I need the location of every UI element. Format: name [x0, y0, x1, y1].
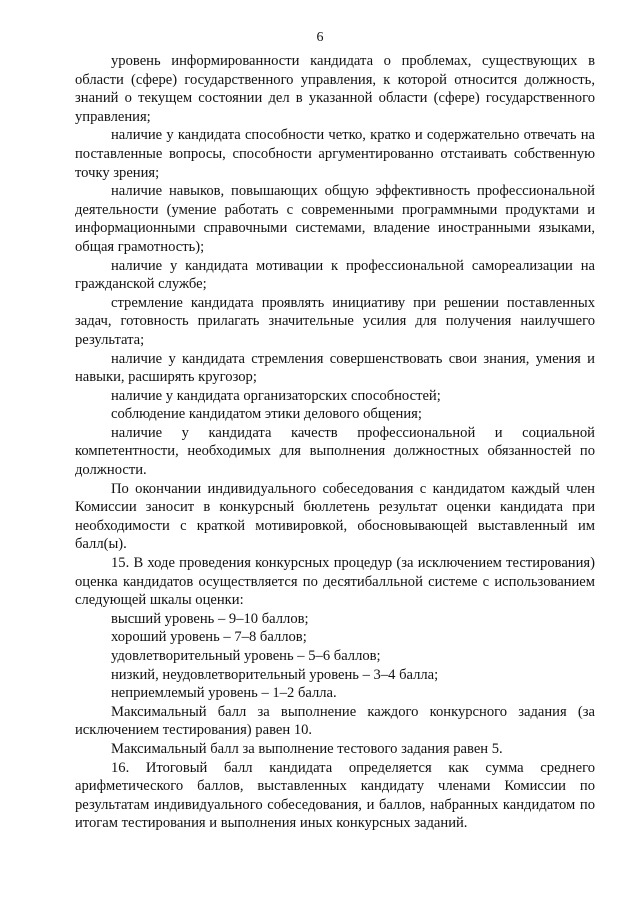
document-body: [75, 52, 595, 833]
paragraph-clause-16: 16. Итоговый балл кандидата определяется как сумма среднего арифметического баллов, выставленных кандидату членами Комиссии по результатам индивидуального собеседования, и баллов, набранных кандидатом по итогам тестирования и выполнения иных конкурсных заданий.: [75, 759, 595, 832]
paragraph-awareness: уровень информированности кандидата о проблемах, существующих в области (сфере) государственного управления, к которой относится должность, знаний о текущем состоянии дел в указанной области (сфере) государственного управления;: [75, 53, 595, 125]
paragraph-clause-15: 15. В ходе проведения конкурсных процедур (за исключением тестирования) оценка кандидатов осуществляется по десятибалльной системе с использованием следующей шкалы оценки:: [75, 555, 595, 609]
scale-item-good: хороший уровень – 7–8 баллов;: [111, 629, 307, 646]
paragraph-interview-result: По окончании индивидуального собеседования с кандидатом каждый член Комиссии заносит в конкурсный бюллетень результат оценки кандидата при необходимости с краткой мотивировкой, обосновывающей выставленный им балл(ы).: [75, 480, 595, 553]
paragraph-organizational: наличие у кандидата организаторских способностей;: [111, 387, 441, 404]
paragraph-skills: наличие навыков, повышающих общую эффективность профессиональной деятельности (умение работать с современными программными продуктами и информационными справочными системами, владение иностранными языками, общая грамотность);: [75, 183, 595, 255]
scale-item-highest: высший уровень – 9–10 баллов;: [111, 610, 309, 627]
page-number: 6: [316, 30, 324, 45]
paragraph-motivation: наличие у кандидата мотивации к профессиональной самореализации на гражданской службе;: [75, 257, 595, 293]
paragraph-max-score-test: Максимальный балл за выполнение тестового задания равен 5.: [111, 740, 503, 757]
paragraph-ethics: соблюдение кандидатом этики делового общения;: [111, 406, 422, 423]
scale-item-low: низкий, неудовлетворительный уровень – 3–4 балла;: [111, 666, 439, 683]
paragraph-initiative: стремление кандидата проявлять инициативу при решении поставленных задач, готовность прилагать значительные усилия для получения наилучшего результата;: [75, 294, 595, 348]
paragraph-self-improvement: наличие у кандидата стремления совершенствовать свои знания, умения и навыки, расширять кругозор;: [75, 350, 595, 386]
scale-item-satisfactory: удовлетворительный уровень – 5–6 баллов;: [111, 648, 381, 664]
paragraph-competence: наличие у кандидата качеств профессиональной и социальной компетентности, необходимых для выполнения должностных обязанностей по должности.: [75, 424, 595, 479]
scale-item-unacceptable: неприемлемый уровень – 1–2 балла.: [111, 685, 337, 702]
paragraph-answering-ability: наличие у кандидата способности четко, кратко и содержательно отвечать на поставленные вопросы, способности аргументированно отстаивать собственную точку зрения;: [75, 127, 595, 181]
paragraph-max-score-tasks: Максимальный балл за выполнение каждого конкурсного задания (за исключением тестирования) равен 10.: [75, 703, 595, 739]
